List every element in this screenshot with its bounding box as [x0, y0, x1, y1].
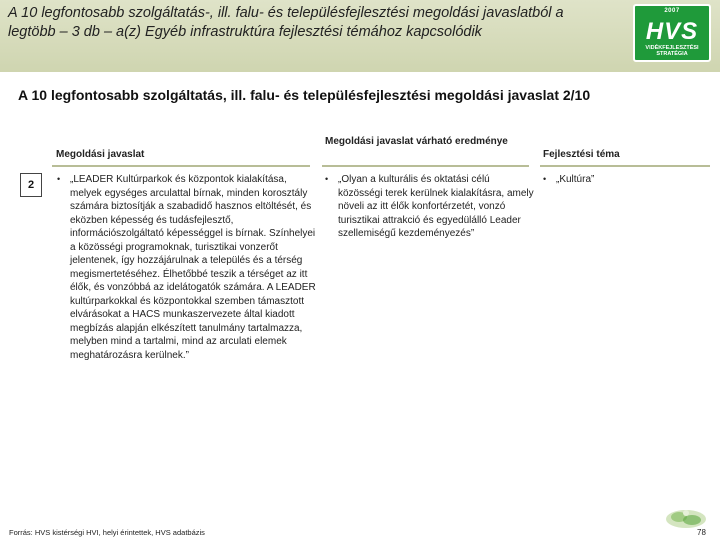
bullet-icon: • — [57, 174, 61, 184]
bullet-icon: • — [543, 174, 547, 184]
logo-year: 2007 — [664, 8, 680, 14]
column-divider — [540, 165, 710, 167]
column-header-proposal: Megoldási javaslat — [56, 149, 145, 160]
column-divider — [52, 165, 310, 167]
proposal-text: „LEADER Kultúrparkok és központok kialakítása, melyek egységes arculattal bírnak, minden korosztály számára biztosítják a szabadidő hasznos eltöltését, és eközben képesség és tudásfejlesztő, információszolgáltató képességgel is bírnak. Színhelyei a közösségi programoknak, turisztikai vonzerőt jelentenek, így hozzájárulnak a település és a térség megismertetéséhez. Élhetőbbé teszik a térséget az itt élők, és vonzóbbá az idelátogatók számára. A LEADER kultúrparkokkal és központokkal szemben támasztott elvárásokat a HACS munkaszervezete által kiadott megbízás alapján elkészített tanulmány tartalmazza, melyben mind a tartalmi, mind az arculati elemek meghatározásra kerülnek.” — [70, 174, 316, 361]
logo-text: HVS — [645, 18, 699, 45]
proposal-cell — [57, 173, 317, 362]
expected-result-cell — [325, 173, 535, 241]
hvs-logo — [633, 4, 711, 62]
topic-text: „Kultúra” — [556, 174, 595, 185]
expected-result-text: „Olyan a kulturális és oktatási célú közösségi terek kerülnek kialakításra, amely növeli az itt élők konfortérzetét, vonzó turisztikai attrakció és egyedülálló Leader szellemiségű kezdeményezés” — [338, 174, 534, 239]
column-divider — [322, 165, 529, 167]
row-number-badge: 2 — [20, 173, 42, 197]
column-header-expected-result: Megoldási javaslat várható eredménye — [325, 136, 508, 147]
slide-title: A 10 legfontosabb szolgáltatás-, ill. falu- és településfejlesztési megoldási javaslatból a legtöbb – 3 db – a(z) Egyéb infrastruktúra fejlesztési témához kapcsolódik — [8, 5, 564, 40]
topic-cell — [543, 173, 703, 187]
source-note: Forrás: HVS kistérségi HVI, helyi érintettek, HVS adatbázis — [9, 528, 205, 537]
page-number: 78 — [697, 528, 706, 537]
column-header-topic: Fejlesztési téma — [543, 149, 620, 160]
logo-subtitle: VIDÉKFEJLESZTÉSI STRATÉGIA — [645, 45, 699, 57]
section-subtitle: A 10 legfontosabb szolgáltatás, ill. falu- és településfejlesztési megoldási javaslat 2/10 — [18, 87, 591, 103]
bullet-icon: • — [325, 174, 329, 184]
header-banner — [0, 0, 720, 72]
